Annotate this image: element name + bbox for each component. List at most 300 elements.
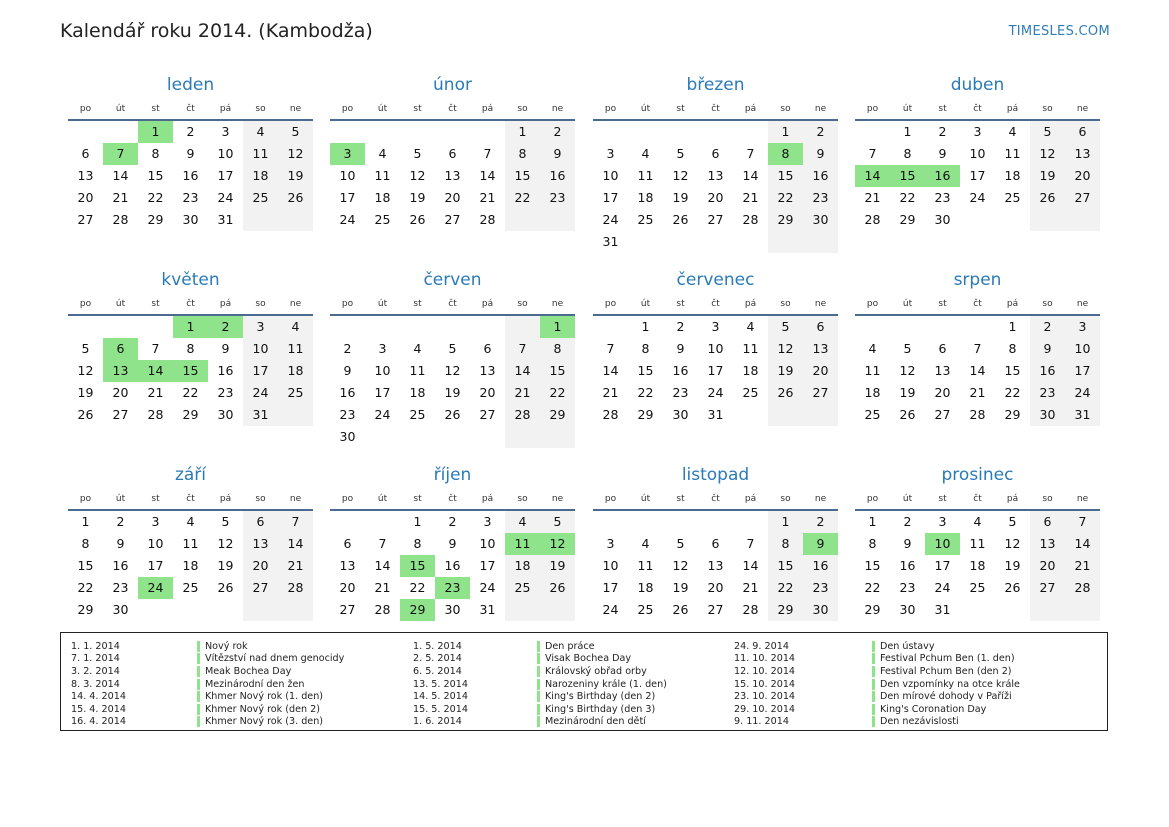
day-cell: 4 bbox=[746, 319, 755, 334]
legend-row bbox=[413, 716, 667, 729]
day-empty bbox=[733, 121, 768, 143]
day-cell: 4 bbox=[868, 341, 877, 356]
legend-marker bbox=[872, 653, 875, 664]
day-cell: 24 bbox=[707, 385, 724, 400]
legend-holiday-name: Festival Pchum Ben (1. den) bbox=[880, 653, 1015, 665]
day-cell: 10 bbox=[339, 168, 356, 183]
day-cell: 16 bbox=[339, 385, 356, 400]
day-cell: 13 bbox=[479, 363, 496, 378]
day-cell: 11 bbox=[637, 558, 654, 573]
month-1 bbox=[330, 73, 575, 231]
day-cell: 1 bbox=[413, 514, 422, 529]
day-cell: 23 bbox=[540, 187, 575, 209]
legend-holiday-name: Khmer Nový rok (den 2) bbox=[205, 703, 320, 715]
weekday-label: čt bbox=[186, 299, 195, 309]
month-name: leden bbox=[166, 75, 215, 95]
day-cell: 7 bbox=[151, 341, 160, 356]
weekday-label: so bbox=[517, 494, 528, 504]
day-cell: 7 bbox=[868, 146, 877, 161]
day-empty bbox=[768, 231, 803, 253]
day-cell: 1 bbox=[505, 121, 540, 143]
weekday-label: so bbox=[517, 104, 528, 114]
day-empty bbox=[138, 316, 173, 338]
weekday-label: st bbox=[413, 494, 422, 504]
day-cell: 24 bbox=[217, 190, 234, 205]
day-cell: 6 bbox=[711, 536, 720, 551]
weekday-label: čt bbox=[711, 299, 720, 309]
weekday-label: út bbox=[902, 299, 913, 309]
day-cell: 27 bbox=[1030, 577, 1065, 599]
weekday-label: st bbox=[151, 299, 160, 309]
legend-date: 15. 10. 2014 bbox=[734, 678, 796, 690]
day-cell: 16 bbox=[899, 558, 916, 573]
legend-row bbox=[734, 703, 1020, 716]
day-cell: 26 bbox=[278, 187, 313, 209]
day-cell: 18 bbox=[243, 165, 278, 187]
legend-date: 14. 4. 2014 bbox=[71, 691, 126, 703]
legend-holiday-name: Festival Pchum Ben (den 2) bbox=[880, 665, 1012, 677]
day-empty bbox=[628, 511, 663, 533]
day-cell: 11 bbox=[243, 143, 278, 165]
weekday-label: ne bbox=[814, 494, 827, 504]
day-cell: 12 bbox=[672, 558, 689, 573]
day-empty bbox=[505, 599, 540, 621]
day-cell-holiday: 10 bbox=[925, 533, 960, 555]
weekday-label: st bbox=[151, 104, 160, 114]
day-cell-holiday: 15 bbox=[890, 165, 925, 187]
day-cell: 9 bbox=[343, 363, 352, 378]
day-cell: 30 bbox=[112, 602, 129, 617]
day-cell: 21 bbox=[147, 385, 164, 400]
legend-row bbox=[413, 690, 667, 703]
day-cell-holiday: 14 bbox=[855, 165, 890, 187]
day-cell: 26 bbox=[899, 407, 916, 422]
day-cell: 16 bbox=[803, 555, 838, 577]
legend-holiday-name: Den mírové dohody v Paříži bbox=[880, 691, 1012, 703]
legend-marker bbox=[197, 679, 200, 690]
day-cell: 30 bbox=[182, 212, 199, 227]
day-empty bbox=[995, 599, 1030, 621]
day-cell: 4 bbox=[641, 146, 650, 161]
day-cell: 10 bbox=[602, 558, 619, 573]
legend-row bbox=[71, 665, 344, 678]
day-cell: 21 bbox=[969, 385, 986, 400]
day-cell: 7 bbox=[1065, 511, 1100, 533]
day-cell-holiday: 6 bbox=[103, 338, 138, 360]
day-cell: 20 bbox=[707, 580, 724, 595]
weekday-label: st bbox=[151, 494, 160, 504]
weekday-label: čt bbox=[186, 104, 195, 114]
day-cell: 28 bbox=[374, 602, 391, 617]
day-cell: 14 bbox=[505, 360, 540, 382]
day-empty bbox=[365, 426, 400, 448]
day-cell: 17 bbox=[217, 168, 234, 183]
day-cell: 24 bbox=[934, 580, 951, 595]
day-cell: 25 bbox=[637, 212, 654, 227]
day-cell: 20 bbox=[444, 190, 461, 205]
day-cell: 1 bbox=[903, 124, 912, 139]
day-cell: 16 bbox=[444, 558, 461, 573]
day-cell: 21 bbox=[505, 382, 540, 404]
day-cell: 9 bbox=[903, 536, 912, 551]
day-cell: 23 bbox=[803, 577, 838, 599]
legend-marker bbox=[537, 716, 540, 727]
day-empty bbox=[540, 209, 575, 231]
day-cell: 7 bbox=[606, 341, 615, 356]
weekday-label: út bbox=[902, 104, 913, 114]
day-grid bbox=[68, 511, 313, 621]
day-cell: 15 bbox=[147, 168, 164, 183]
weekday-header bbox=[593, 491, 838, 511]
day-cell: 11 bbox=[182, 536, 199, 551]
day-empty bbox=[505, 209, 540, 231]
weekday-label: pá bbox=[219, 494, 232, 504]
weekday-header bbox=[593, 101, 838, 121]
legend-marker bbox=[197, 716, 200, 727]
weekday-header bbox=[68, 101, 313, 121]
day-cell: 23 bbox=[1030, 382, 1065, 404]
day-cell: 7 bbox=[278, 511, 313, 533]
day-cell: 21 bbox=[374, 580, 391, 595]
day-cell: 14 bbox=[742, 558, 759, 573]
day-cell: 23 bbox=[182, 190, 199, 205]
weekday-header bbox=[330, 296, 575, 316]
day-cell-holiday: 29 bbox=[400, 599, 435, 621]
day-empty bbox=[628, 121, 663, 143]
day-grid bbox=[593, 121, 838, 253]
legend-date: 14. 5. 2014 bbox=[413, 691, 468, 703]
day-cell: 13 bbox=[243, 533, 278, 555]
day-cell: 14 bbox=[374, 558, 391, 573]
day-cell: 5 bbox=[1008, 514, 1017, 529]
day-cell: 1 bbox=[868, 514, 877, 529]
weekday-label: po bbox=[341, 104, 354, 114]
legend-date: 2. 5. 2014 bbox=[413, 653, 462, 665]
day-empty bbox=[960, 599, 995, 621]
day-cell: 22 bbox=[864, 580, 881, 595]
day-cell: 22 bbox=[1004, 385, 1021, 400]
day-cell: 22 bbox=[182, 385, 199, 400]
day-empty bbox=[400, 426, 435, 448]
day-cell: 14 bbox=[479, 168, 496, 183]
day-cell: 18 bbox=[374, 190, 391, 205]
day-cell: 5 bbox=[676, 146, 685, 161]
day-cell: 20 bbox=[77, 190, 94, 205]
legend-marker bbox=[197, 666, 200, 677]
day-cell: 8 bbox=[151, 146, 160, 161]
day-grid bbox=[593, 316, 838, 426]
day-cell: 27 bbox=[707, 602, 724, 617]
day-cell: 23 bbox=[934, 190, 951, 205]
day-empty bbox=[435, 426, 470, 448]
day-cell: 25 bbox=[969, 580, 986, 595]
legend-holiday-name: Khmer Nový rok (3. den) bbox=[205, 716, 324, 728]
day-empty bbox=[103, 316, 138, 338]
weekday-label: út bbox=[640, 299, 651, 309]
day-empty bbox=[960, 209, 995, 231]
day-cell: 2 bbox=[116, 514, 125, 529]
day-cell: 14 bbox=[602, 363, 619, 378]
day-cell: 28 bbox=[864, 212, 881, 227]
weekday-label: ne bbox=[289, 494, 302, 504]
day-cell-holiday: 3 bbox=[330, 143, 365, 165]
day-empty bbox=[593, 316, 628, 338]
day-cell: 8 bbox=[1008, 341, 1017, 356]
legend-row bbox=[734, 690, 1020, 703]
day-cell: 23 bbox=[217, 385, 234, 400]
day-cell: 17 bbox=[1065, 360, 1100, 382]
legend-marker bbox=[872, 641, 875, 652]
day-cell: 21 bbox=[742, 580, 759, 595]
day-cell: 5 bbox=[448, 341, 457, 356]
month-9 bbox=[330, 463, 575, 621]
weekday-header bbox=[855, 491, 1100, 511]
day-empty bbox=[470, 316, 505, 338]
day-cell: 13 bbox=[444, 168, 461, 183]
day-cell: 25 bbox=[278, 382, 313, 404]
day-cell: 2 bbox=[803, 121, 838, 143]
day-cell: 8 bbox=[768, 533, 803, 555]
day-cell: 9 bbox=[540, 143, 575, 165]
day-cell-holiday: 12 bbox=[540, 533, 575, 555]
day-cell: 3 bbox=[221, 124, 230, 139]
day-empty bbox=[1030, 599, 1065, 621]
day-cell: 17 bbox=[479, 558, 496, 573]
legend-marker bbox=[872, 666, 875, 677]
weekday-label: čt bbox=[973, 494, 982, 504]
day-cell: 20 bbox=[339, 580, 356, 595]
weekday-label: st bbox=[676, 494, 685, 504]
day-cell: 4 bbox=[186, 514, 195, 529]
day-cell: 31 bbox=[479, 602, 496, 617]
day-cell-holiday: 13 bbox=[103, 360, 138, 382]
day-cell: 4 bbox=[1008, 124, 1017, 139]
day-cell: 2 bbox=[448, 514, 457, 529]
day-cell: 3 bbox=[938, 514, 947, 529]
day-cell: 31 bbox=[1065, 404, 1100, 426]
month-10 bbox=[593, 463, 838, 621]
weekday-header bbox=[855, 296, 1100, 316]
day-grid bbox=[855, 511, 1100, 621]
legend-holiday-name: Narozeniny krále (1. den) bbox=[545, 678, 667, 690]
day-cell: 11 bbox=[409, 363, 426, 378]
weekday-header bbox=[330, 491, 575, 511]
day-cell: 19 bbox=[77, 385, 94, 400]
day-cell: 2 bbox=[186, 124, 195, 139]
day-cell: 11 bbox=[374, 168, 391, 183]
day-cell-holiday: 9 bbox=[803, 533, 838, 555]
day-grid bbox=[330, 511, 575, 621]
day-cell: 14 bbox=[112, 168, 129, 183]
day-cell: 6 bbox=[711, 146, 720, 161]
day-cell: 25 bbox=[409, 407, 426, 422]
day-cell: 2 bbox=[343, 341, 352, 356]
day-cell: 12 bbox=[409, 168, 426, 183]
day-cell: 6 bbox=[1065, 121, 1100, 143]
day-cell: 10 bbox=[217, 146, 234, 161]
weekday-label: po bbox=[79, 104, 92, 114]
day-cell: 4 bbox=[973, 514, 982, 529]
legend-row bbox=[71, 703, 344, 716]
day-cell: 3 bbox=[606, 146, 615, 161]
month-name: březen bbox=[686, 75, 745, 95]
day-cell: 19 bbox=[217, 558, 234, 573]
day-cell: 18 bbox=[864, 385, 881, 400]
day-cell: 20 bbox=[479, 385, 496, 400]
day-cell: 13 bbox=[1030, 533, 1065, 555]
day-cell: 19 bbox=[540, 555, 575, 577]
day-empty bbox=[1065, 209, 1100, 231]
day-cell: 24 bbox=[479, 580, 496, 595]
day-cell: 6 bbox=[243, 511, 278, 533]
weekday-label: so bbox=[780, 104, 791, 114]
legend-marker bbox=[537, 679, 540, 690]
weekday-label: pá bbox=[481, 494, 494, 504]
legend-marker bbox=[537, 704, 540, 715]
day-cell: 25 bbox=[374, 212, 391, 227]
month-name: listopad bbox=[681, 465, 750, 485]
day-cell: 9 bbox=[116, 536, 125, 551]
day-cell: 30 bbox=[803, 599, 838, 621]
weekday-label: út bbox=[377, 299, 388, 309]
day-cell: 19 bbox=[444, 385, 461, 400]
day-cell: 29 bbox=[637, 407, 654, 422]
day-cell: 21 bbox=[1065, 555, 1100, 577]
day-cell: 23 bbox=[112, 580, 129, 595]
day-cell: 29 bbox=[540, 404, 575, 426]
weekday-label: ne bbox=[551, 104, 564, 114]
weekday-label: pá bbox=[744, 299, 757, 309]
day-cell: 7 bbox=[505, 338, 540, 360]
weekday-label: st bbox=[938, 494, 947, 504]
weekday-label: čt bbox=[186, 494, 195, 504]
day-cell: 28 bbox=[278, 577, 313, 599]
day-cell: 6 bbox=[803, 316, 838, 338]
day-cell: 16 bbox=[540, 165, 575, 187]
day-cell: 10 bbox=[147, 536, 164, 551]
day-empty bbox=[365, 121, 400, 143]
day-cell: 27 bbox=[112, 407, 129, 422]
day-cell: 21 bbox=[479, 190, 496, 205]
day-empty bbox=[365, 511, 400, 533]
day-cell: 4 bbox=[278, 316, 313, 338]
day-cell: 13 bbox=[339, 558, 356, 573]
day-empty bbox=[103, 121, 138, 143]
day-cell: 29 bbox=[77, 602, 94, 617]
legend-date: 11. 10. 2014 bbox=[734, 653, 796, 665]
day-cell: 15 bbox=[864, 558, 881, 573]
day-cell: 25 bbox=[1004, 190, 1021, 205]
day-cell: 19 bbox=[409, 190, 426, 205]
month-name: září bbox=[174, 465, 207, 485]
day-empty bbox=[540, 426, 575, 448]
weekday-label: so bbox=[1042, 104, 1053, 114]
weekday-label: čt bbox=[973, 104, 982, 114]
day-cell: 17 bbox=[339, 190, 356, 205]
month-2 bbox=[593, 73, 838, 253]
day-cell: 19 bbox=[768, 360, 803, 382]
day-cell: 26 bbox=[409, 212, 426, 227]
legend-date: 3. 2. 2014 bbox=[71, 665, 120, 677]
day-cell: 25 bbox=[182, 580, 199, 595]
weekday-label: čt bbox=[711, 104, 720, 114]
day-cell: 29 bbox=[768, 209, 803, 231]
month-7 bbox=[855, 268, 1100, 426]
legend-date: 1. 1. 2014 bbox=[71, 640, 120, 652]
day-empty bbox=[208, 599, 243, 621]
day-cell: 3 bbox=[483, 514, 492, 529]
weekday-label: pá bbox=[744, 494, 757, 504]
day-cell: 22 bbox=[409, 580, 426, 595]
day-empty bbox=[435, 316, 470, 338]
day-cell: 27 bbox=[803, 382, 838, 404]
day-cell: 11 bbox=[278, 338, 313, 360]
day-cell: 29 bbox=[182, 407, 199, 422]
day-empty bbox=[890, 316, 925, 338]
day-cell: 22 bbox=[77, 580, 94, 595]
day-cell: 17 bbox=[147, 558, 164, 573]
legend-marker bbox=[537, 666, 540, 677]
day-cell: 29 bbox=[768, 599, 803, 621]
month-5 bbox=[330, 268, 575, 448]
day-cell: 28 bbox=[742, 212, 759, 227]
day-cell: 3 bbox=[1065, 316, 1100, 338]
weekday-label: st bbox=[938, 104, 947, 114]
day-cell: 11 bbox=[1004, 146, 1021, 161]
day-cell: 10 bbox=[969, 146, 986, 161]
weekday-label: pá bbox=[481, 104, 494, 114]
site-link[interactable]: TIMESLES.COM bbox=[1008, 24, 1110, 39]
day-cell: 13 bbox=[1065, 143, 1100, 165]
day-empty bbox=[855, 121, 890, 143]
day-empty bbox=[278, 209, 313, 231]
day-cell: 16 bbox=[672, 363, 689, 378]
day-empty bbox=[698, 231, 733, 253]
day-empty bbox=[68, 316, 103, 338]
weekday-label: út bbox=[115, 299, 126, 309]
day-cell: 4 bbox=[243, 121, 278, 143]
day-cell: 8 bbox=[903, 146, 912, 161]
day-cell: 18 bbox=[637, 190, 654, 205]
weekday-header bbox=[68, 491, 313, 511]
month-name: únor bbox=[433, 75, 472, 95]
day-cell-holiday: 1 bbox=[540, 316, 575, 338]
weekday-label: st bbox=[938, 299, 947, 309]
day-cell: 20 bbox=[803, 360, 838, 382]
legend-marker bbox=[537, 653, 540, 664]
day-cell: 18 bbox=[505, 555, 540, 577]
day-cell: 2 bbox=[938, 124, 947, 139]
day-cell: 30 bbox=[1030, 404, 1065, 426]
day-cell-holiday: 24 bbox=[138, 577, 173, 599]
legend-holiday-name: Den práce bbox=[545, 640, 595, 652]
day-cell: 27 bbox=[77, 212, 94, 227]
day-cell: 19 bbox=[899, 385, 916, 400]
day-cell: 27 bbox=[707, 212, 724, 227]
day-cell: 15 bbox=[637, 363, 654, 378]
day-cell: 16 bbox=[182, 168, 199, 183]
day-empty bbox=[435, 121, 470, 143]
day-empty bbox=[698, 511, 733, 533]
day-cell: 26 bbox=[1030, 187, 1065, 209]
weekday-label: po bbox=[341, 494, 354, 504]
day-empty bbox=[1065, 599, 1100, 621]
legend-holiday-name: Den vzpomínky na otce krále bbox=[880, 678, 1020, 690]
day-cell: 12 bbox=[1004, 536, 1021, 551]
day-cell: 27 bbox=[1065, 187, 1100, 209]
day-cell: 28 bbox=[479, 212, 496, 227]
day-cell: 19 bbox=[278, 165, 313, 187]
